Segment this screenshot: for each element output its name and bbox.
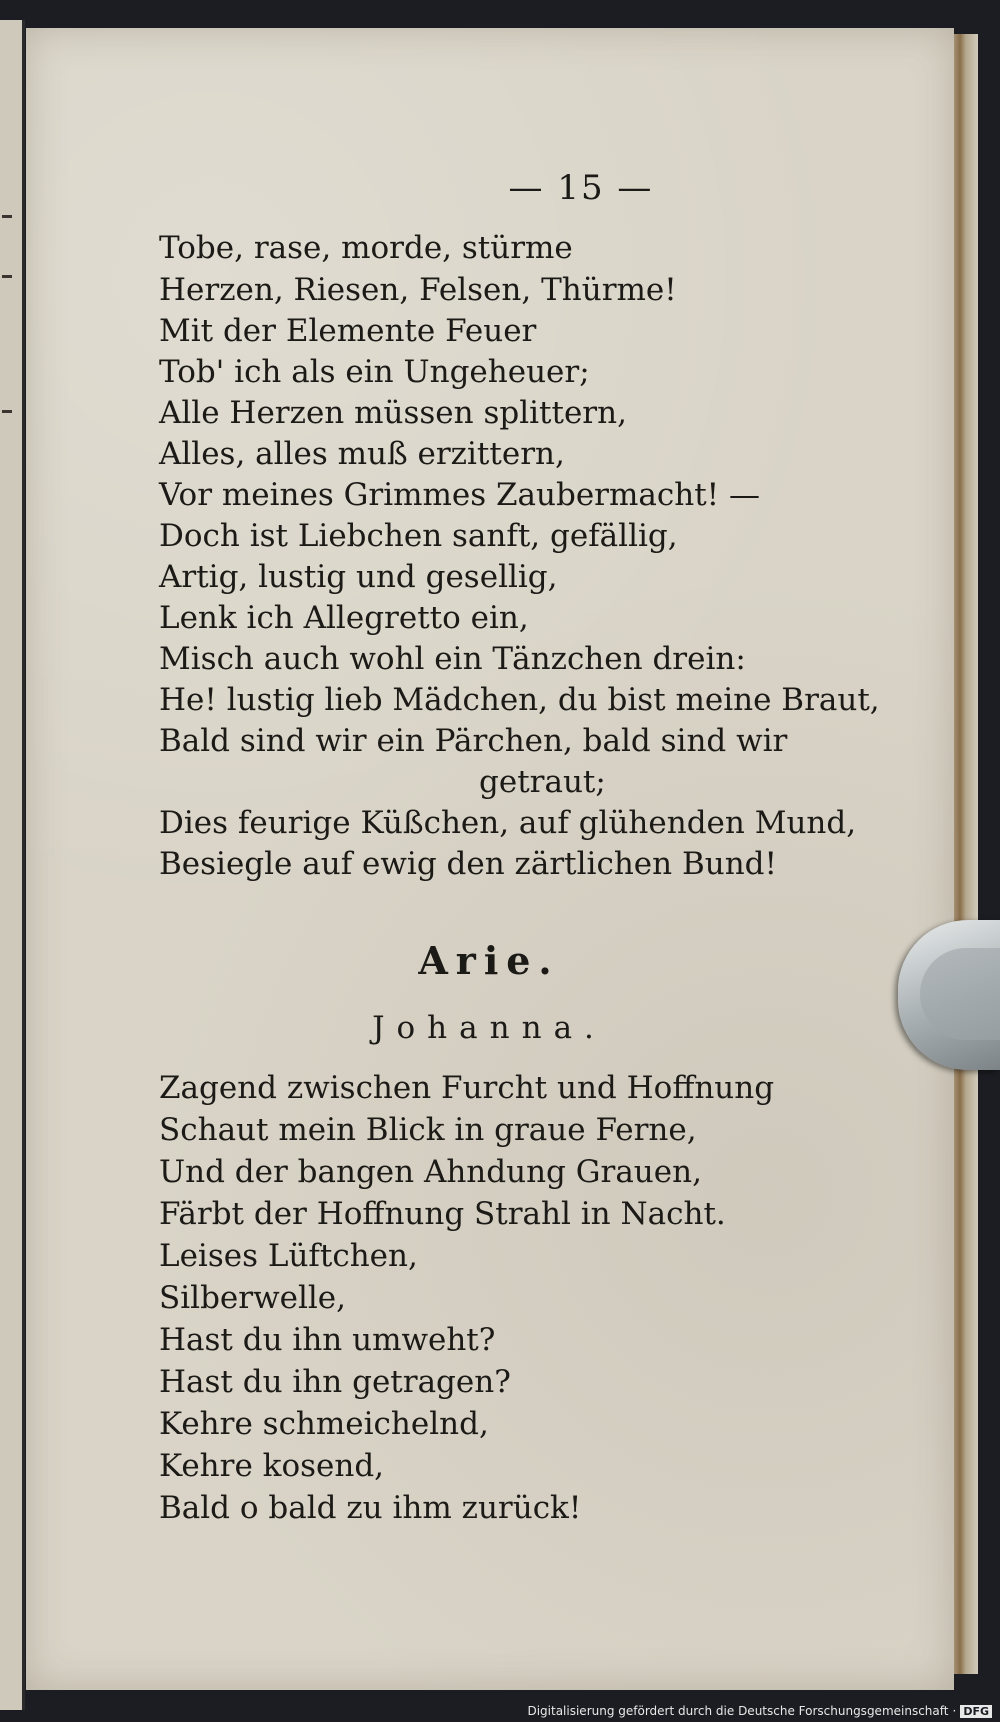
- dfg-logo-icon: DFG: [960, 1705, 992, 1718]
- verse-line: Alle Herzen müssen splittern,: [159, 395, 627, 431]
- footer-text: Digitalisierung gefördert durch die Deutsche Forschungsgemeinschaft: [527, 1704, 949, 1718]
- verse-line: Dies feurige Küßchen, auf glühenden Mund,: [159, 805, 857, 841]
- verse-line: Mit der Elemente Feuer: [159, 313, 537, 349]
- verse-line: Bald o bald zu ihm zurück!: [159, 1490, 582, 1526]
- binding-mark: [2, 410, 12, 413]
- verse-line: Tobe, rase, morde, stürme: [159, 230, 573, 266]
- digitization-footer: Digitalisierung gefördert durch die Deutsche Forschungsgemeinschaft · DFG: [527, 1704, 992, 1718]
- verse-line: Färbt der Hoffnung Strahl in Nacht.: [159, 1196, 726, 1232]
- verse-line: Lenk ich Allegretto ein,: [159, 600, 529, 636]
- verse-line: Schaut mein Blick in graue Ferne,: [159, 1112, 697, 1148]
- verse-line: Kehre schmeichelnd,: [159, 1406, 489, 1442]
- verse-line: Hast du ihn getragen?: [159, 1364, 511, 1400]
- verse-line: Vor meines Grimmes Zaubermacht! —: [159, 477, 760, 513]
- page-number: — 15 —: [508, 168, 654, 208]
- verse-line: Herzen, Riesen, Felsen, Thürme!: [159, 272, 677, 308]
- speaker-name: Johanna.: [372, 1010, 606, 1046]
- verse-line: Alles, alles muß erzittern,: [159, 436, 565, 472]
- verse-line: Und der bangen Ahndung Grauen,: [159, 1154, 702, 1190]
- binding-mark: [2, 275, 12, 278]
- verse-line-continuation: getraut;: [479, 764, 606, 800]
- verse-line: Bald sind wir ein Pärchen, bald sind wir: [159, 723, 788, 759]
- section-heading: Arie.: [418, 938, 560, 983]
- verse-line: Misch auch wohl ein Tänzchen drein:: [159, 641, 746, 677]
- verse-line: Zagend zwischen Furcht und Hoffnung: [159, 1070, 775, 1106]
- verse-line: Silberwelle,: [159, 1280, 346, 1316]
- verse-line: Besiegle auf ewig den zärtlichen Bund!: [159, 846, 777, 882]
- verse-line: Artig, lustig und gesellig,: [159, 559, 558, 595]
- verse-line: Hast du ihn umweht?: [159, 1322, 496, 1358]
- binding-mark: [2, 215, 12, 218]
- verse-line: Leises Lüftchen,: [159, 1238, 418, 1274]
- verse-line: Tob' ich als ein Ungeheuer;: [159, 354, 590, 390]
- book-page: [26, 28, 954, 1690]
- verse-line: He! lustig lieb Mädchen, du bist meine Braut,: [159, 682, 880, 718]
- verse-line: Doch ist Liebchen sanft, gefällig,: [159, 518, 678, 554]
- adjacent-page-edge: [0, 20, 25, 1710]
- verse-line: Kehre kosend,: [159, 1448, 385, 1484]
